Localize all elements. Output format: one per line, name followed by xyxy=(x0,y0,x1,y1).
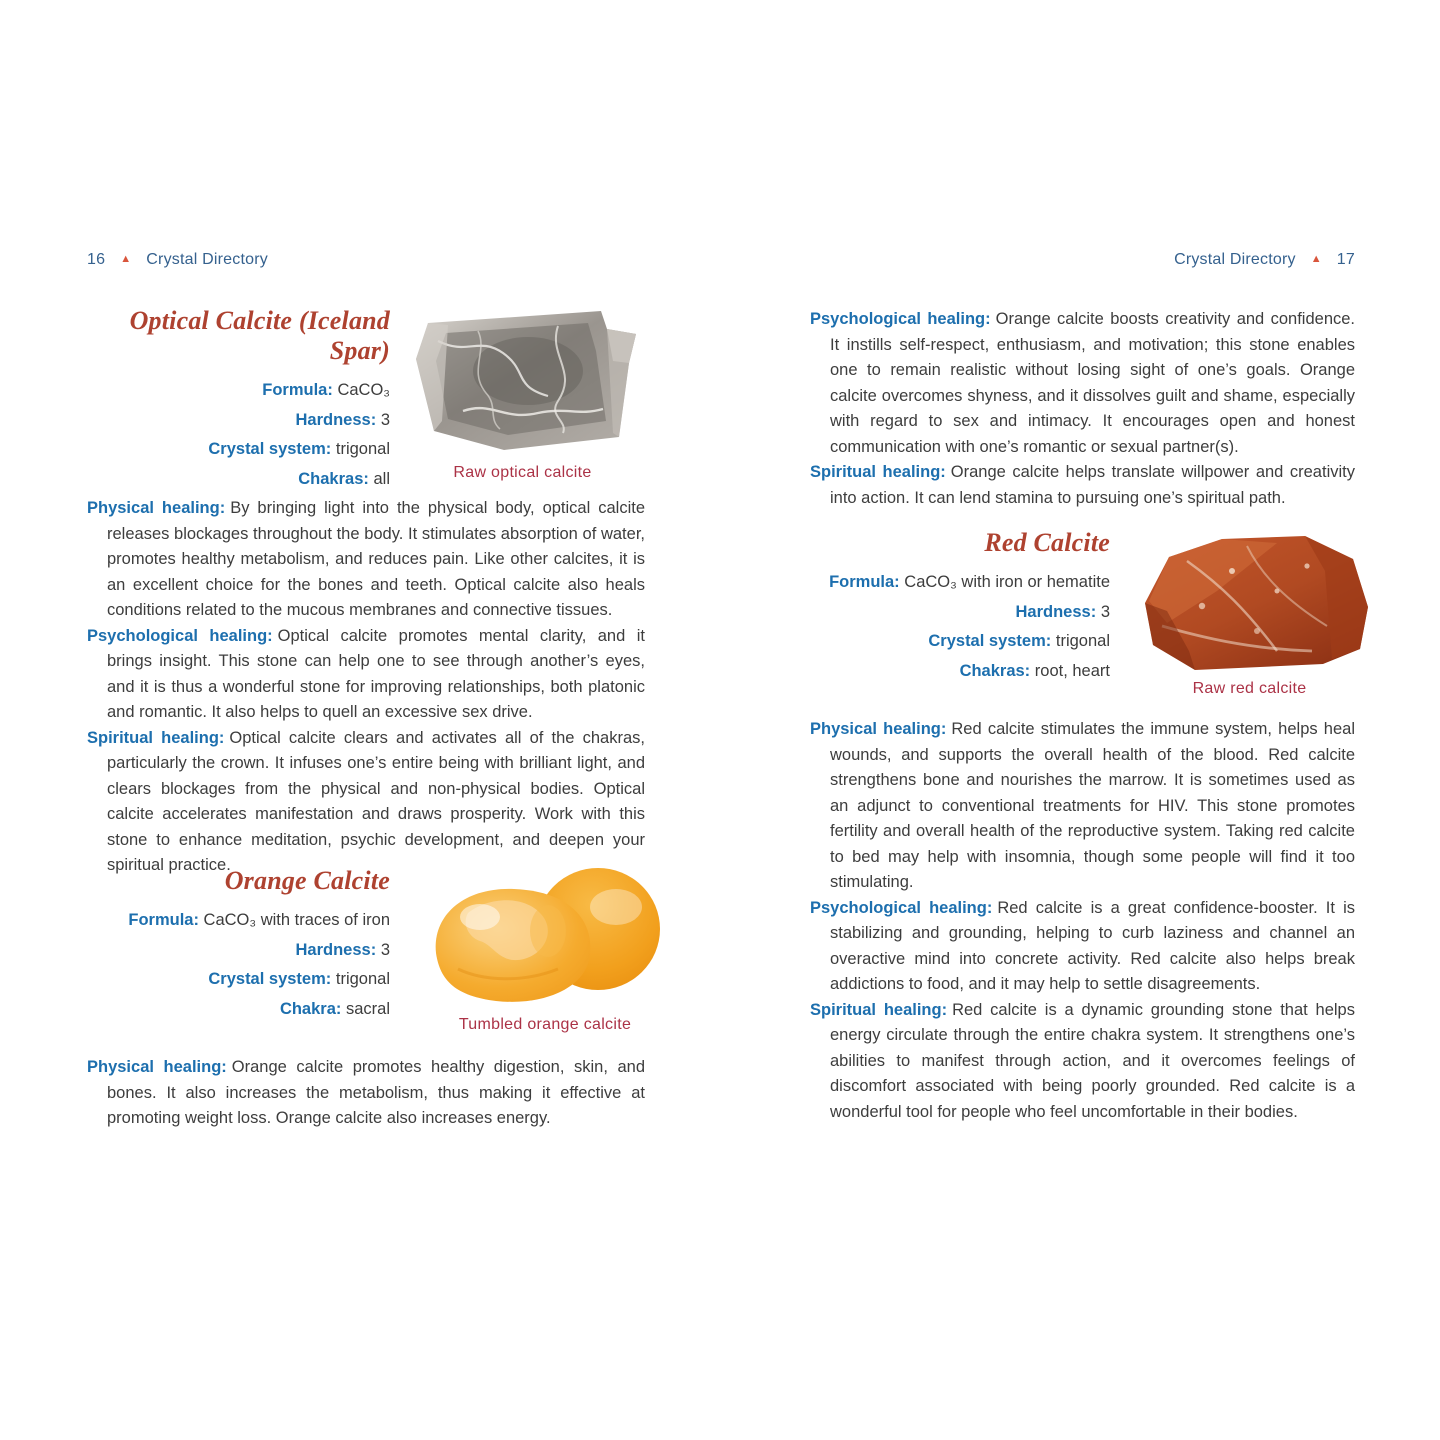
physical-healing-paragraph: Physical healing: By bringing light into the physical body, optical calcite releases blockages throughout the body. It stimulates absorption of water, promotes healthy metabolism, and reduces pain. Like other calcites, it is an excellent choice for the bones and teeth. Optical calcite also heals conditions related to the mucous membranes and connective tissues. xyxy=(87,499,646,619)
orange-calcite-title: Orange Calcite xyxy=(224,866,390,895)
property-crystal-system: Crystal system: trigonal xyxy=(208,970,390,988)
red-calcite-title: Red Calcite xyxy=(984,528,1110,557)
left-page-header xyxy=(87,251,268,269)
red-calcite-paragraphs xyxy=(810,717,1355,1125)
red-calcite-caption: Raw red calcite xyxy=(1192,680,1307,697)
spiritual-healing-paragraph: Spiritual healing: Red calcite is a dynamic grounding stone that helps energy circulate through the entire chakra system. It strengthens one’s abilities to manifest through action, and it overcomes feelings of discomfort associated with being poorly grounded. Red calcite is a wonderful tool for people who feel uncomfortable in their bodies. xyxy=(810,1000,1355,1121)
red-calcite-entry-info xyxy=(810,528,1110,686)
property-hardness: Hardness: 3 xyxy=(1015,602,1110,621)
psychological-healing-paragraph: Psychological healing: Optical calcite promotes mental clarity, and it brings insight. This stone can help one to see through another’s eyes, and it is thus a wonderful stone for improving relationships, both platonic and romantic. It also helps to quell an excessive sex drive. xyxy=(87,626,645,721)
orange-calcite-continued-paragraphs xyxy=(810,307,1355,511)
psychological-healing-paragraph: Psychological healing: Orange calcite boosts creativity and confidence. It instills self-respect, enthusiasm, and motivation; this stone enables one to remain realistic without losing sight of one’s goals. Orange calcite overcomes shyness, and it dissolves guilt and shame, especially with regard to sex and intimacy. It encourages open and honest communication with one’s romantic or sexual partner(s). xyxy=(810,310,1356,456)
optical-calcite-paragraphs xyxy=(87,496,645,879)
orange-calcite-entry-info xyxy=(87,866,390,1024)
orange-calcite-paragraphs xyxy=(87,1055,645,1132)
triangle-bullet-icon: ▲ xyxy=(1310,252,1322,265)
property-crystal-system: Crystal system: trigonal xyxy=(928,632,1110,650)
property-chakras: Chakras: all xyxy=(298,469,390,488)
orange-calcite-caption: Tumbled orange calcite xyxy=(458,1016,632,1033)
property-chakra: Chakra: sacral xyxy=(279,999,390,1018)
left-page-number: 16 xyxy=(87,251,106,268)
triangle-bullet-icon: ▲ xyxy=(120,252,132,265)
physical-healing-paragraph: Physical healing: Orange calcite promotes healthy digestion, skin, and bones. It also increases the metabolism, thus making it effective at promoting weight loss. Orange calcite also increases energy. xyxy=(87,1058,646,1127)
property-formula: Formula: CaCO₃ with iron or hematite xyxy=(829,573,1110,591)
raw-optical-calcite-photo xyxy=(408,301,637,455)
optical-calcite-entry-info xyxy=(87,306,390,494)
right-page-header xyxy=(810,251,1355,269)
physical-healing-paragraph: Physical healing: Red calcite stimulates the immune system, helps heal wounds, and supports the overall health of the blood. Red calcite strengthens bone and nourishes the marrow. It is sometimes used as an adjunct to conventional treatments for HIV. This stone promotes fertility and overall health of the reproductive system. Taking red calcite to bed may help with insomnia, though some people will find it too stimulating. xyxy=(810,720,1355,891)
optical-calcite-title: Optical Calcite (Iceland Spar) xyxy=(129,306,390,365)
raw-red-calcite-photo xyxy=(1127,531,1372,680)
left-header-title: Crystal Directory xyxy=(146,251,268,268)
right-header-title: Crystal Directory xyxy=(1174,251,1296,268)
property-hardness: Hardness: 3 xyxy=(295,410,390,429)
property-chakras: Chakras: root, heart xyxy=(959,661,1110,680)
psychological-healing-paragraph: Psychological healing: Red calcite is a great confidence-booster. It is stabilizing and grounding, helping to curb laziness and channel an overactive mind into concrete activity. Red calcite also helps break addictions to food, and it may help to settle disagreements. xyxy=(810,898,1355,993)
optical-calcite-caption: Raw optical calcite xyxy=(453,464,592,481)
spiritual-healing-paragraph: Spiritual healing: Optical calcite clears and activates all of the chakras, particularly the crown. It infuses one’s entire being with brilliant light, and clears blockages from the physical and non-physical bodies. Optical calcite accelerates manifestation and draws prosperity. Work with this stone to enhance meditation, psychic development, and deepen your spiritual practice. xyxy=(87,728,645,874)
right-page-number: 17 xyxy=(1336,251,1355,268)
property-formula: Formula: CaCO₃ with traces of iron xyxy=(128,911,390,929)
property-hardness: Hardness: 3 xyxy=(295,940,390,959)
property-crystal-system: Crystal system: trigonal xyxy=(208,440,390,458)
spiritual-healing-paragraph: Spiritual healing: Orange calcite helps translate willpower and creativity into action. It can lend stamina to pursuing one’s spiritual path. xyxy=(810,463,1355,507)
property-formula: Formula: CaCO₃ xyxy=(262,381,390,399)
tumbled-orange-calcite-photo xyxy=(428,861,662,1012)
